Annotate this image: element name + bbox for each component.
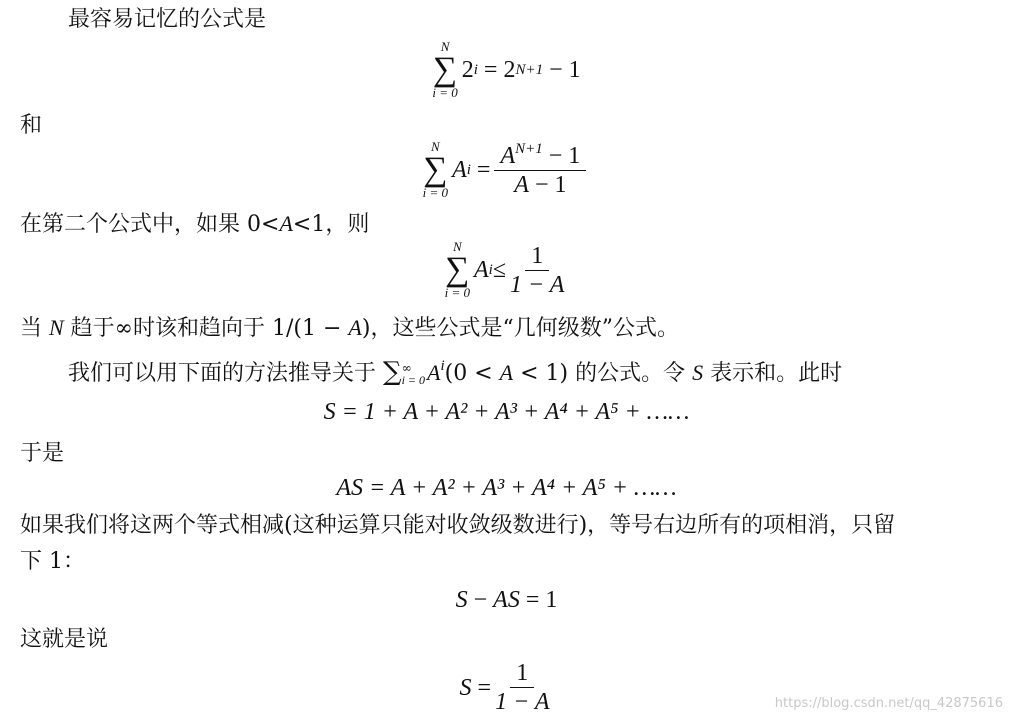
symbol-a: A: [499, 360, 514, 385]
limit-text-b: 趋于∞时该和趋向于 1/(1 −: [63, 316, 349, 341]
therefore-text: 于是: [20, 441, 65, 466]
paragraph-limit: [20, 314, 679, 343]
sum-upper-limit: N: [452, 239, 462, 254]
derivation-text-b: (0 <: [444, 361, 500, 386]
formula-sum-powers-of-two: N ∑ i = 0 2 i = 2 N+1 − 1: [432, 39, 581, 100]
sigma-block: [423, 140, 448, 200]
paragraph-condition: [20, 210, 369, 239]
denominator: 1 − A: [509, 271, 565, 298]
sigma-symbol: ∑: [445, 251, 470, 288]
num-a: A: [500, 142, 516, 169]
leq-sign: ≤: [492, 257, 506, 283]
formula-series-as: [0, 474, 1013, 502]
denominator: 1 − A: [495, 689, 550, 715]
symbol-s: S: [507, 587, 520, 613]
sum-upper-limit: N: [431, 139, 440, 154]
limit-text-c: )，这些公式是“几何级数”公式。: [361, 316, 679, 341]
series-expansion: = A + A² + A³ + A⁴ + A⁵ + ……: [369, 475, 677, 501]
derivation-text-d: 表示和。此时: [703, 361, 843, 386]
symbol-a: A: [427, 360, 441, 385]
condition-text-a: 在第二个公式中，如果 0<: [20, 212, 280, 237]
subtract-text-line2: 下 1：: [20, 549, 85, 574]
lower-limit: i = 0: [401, 373, 425, 387]
symbol-s: S: [455, 587, 468, 613]
symbol-s: S: [692, 360, 704, 385]
paragraph-and: [20, 112, 42, 140]
numerator: 1: [525, 243, 549, 271]
intro-text: 最容易记忆的公式是: [68, 7, 267, 32]
paragraph-intro: [68, 6, 266, 34]
formula-series-s: [0, 398, 1013, 426]
paragraph-subtract-cont: [20, 548, 85, 576]
sum-upper-limit: N: [440, 39, 450, 54]
paragraph-derivation: [68, 358, 842, 388]
exponent-i: i: [440, 358, 445, 374]
paragraph-subtract: [20, 512, 895, 540]
sum-lower-limit: i = 0: [432, 85, 458, 100]
inline-limits: [402, 362, 425, 386]
symbol-a: A: [493, 587, 508, 613]
sum-lower-limit: i = 0: [444, 285, 470, 300]
fraction: [510, 243, 564, 298]
num-exponent: N+1: [515, 140, 543, 157]
watermark-url: https://blog.csdn.net/qq_42875616: [774, 696, 1003, 711]
derivation-text-a: 我们可以用下面的方法推导关于: [68, 361, 383, 386]
subtract-text-line1: 如果我们将这两个等式相减(这种运算只能对收敛级数进行)，等号右边所有的项相消，只留: [20, 513, 896, 538]
formula-rhs: = 2: [483, 57, 516, 83]
fraction: [495, 660, 549, 715]
symbol-s: S: [459, 674, 472, 701]
equals-sign: =: [476, 157, 491, 183]
sigma-block: [432, 40, 457, 100]
den-a: A: [514, 171, 529, 198]
symbol-s: S: [351, 475, 364, 501]
that-is-text: 这就是说: [20, 627, 109, 652]
derivation-text-c: < 1) 的公式。令: [513, 361, 693, 386]
symbol-n: N: [49, 315, 64, 340]
base-a: A: [452, 157, 467, 183]
sigma-symbol: ∑: [423, 151, 448, 188]
paragraph-that-is: [20, 626, 108, 654]
denominator: [514, 171, 566, 198]
den-tail: − 1: [534, 171, 567, 198]
formula-tail: − 1: [549, 57, 581, 83]
base-two: 2: [461, 57, 474, 83]
condition-text-b: <1，则: [292, 212, 370, 237]
formula-inequality: N ∑ i = 0 A i ≤ $\frac{1}{1 - A}$: [444, 239, 565, 300]
equals-one: = 1: [525, 587, 558, 613]
equals-sign: =: [477, 674, 492, 701]
formula-difference: [0, 586, 1013, 614]
limit-text-a: 当: [20, 316, 49, 341]
numerator: 1: [510, 660, 534, 688]
and-text: 和: [20, 113, 43, 138]
paragraph-therefore: [20, 440, 64, 468]
symbol-a: A: [348, 315, 362, 340]
formula-geometric-sum: N ∑ i = 0 A i = $\frac{A^{N+1} - 1}{A - 1}$: [0, 140, 1013, 200]
series-expansion: = 1 + A + A² + A³ + A⁴ + A⁵ + ……: [341, 399, 690, 425]
symbol-s: S: [323, 399, 336, 425]
sigma-symbol: ∑: [383, 357, 402, 387]
num-tail: − 1: [548, 142, 581, 169]
numerator: [494, 140, 586, 171]
base-a: A: [473, 257, 489, 283]
symbol-a: A: [279, 211, 293, 236]
symbol-a: A: [336, 475, 352, 501]
minus-sign: −: [473, 587, 488, 613]
upper-limit-infinity: ∞: [401, 361, 412, 375]
sigma-block: [445, 240, 470, 300]
sigma-symbol: ∑: [432, 51, 458, 88]
sum-lower-limit: i = 0: [422, 185, 449, 200]
